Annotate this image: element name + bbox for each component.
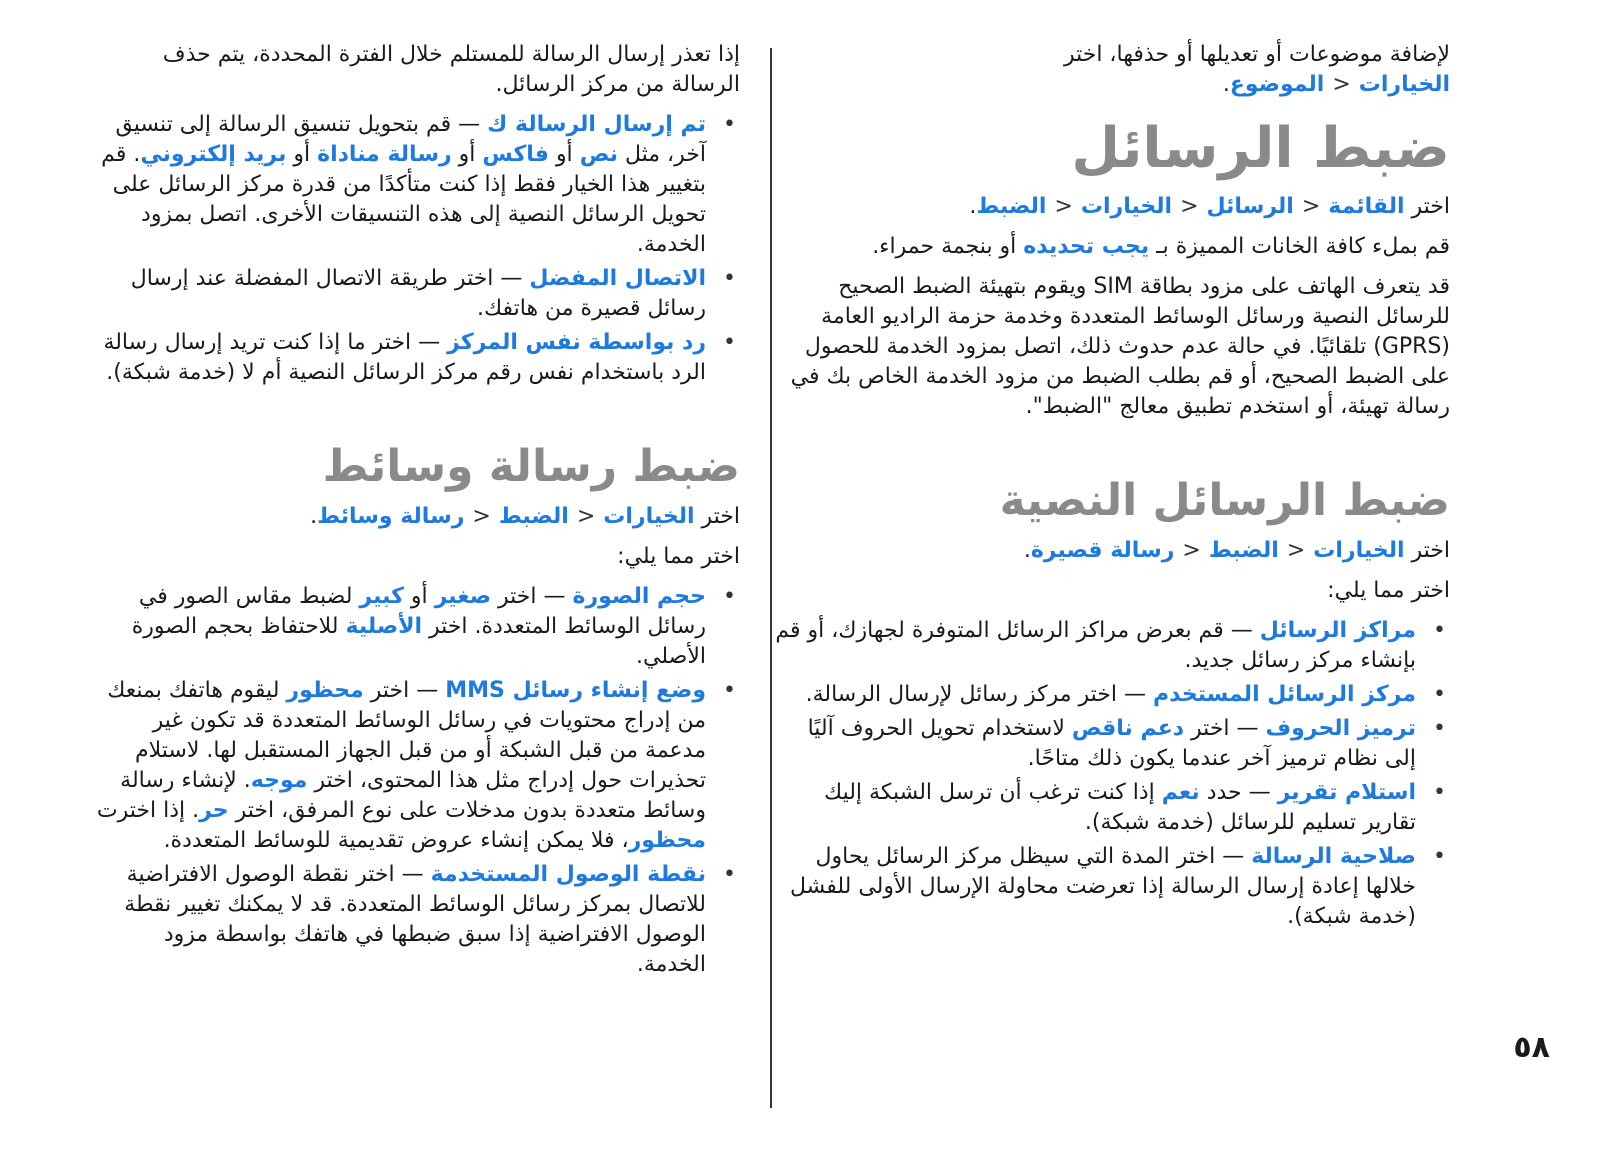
- nav-path: اختر الخيارات<الضبط<رسالة وسائط.: [310, 504, 740, 529]
- mms-settings-list: [90, 582, 740, 980]
- menu-path-theme: الموضوع: [1229, 72, 1325, 97]
- column-divider: [770, 48, 772, 1108]
- text-settings-list: [770, 616, 1450, 932]
- list-item: • وضع إنشاء رسائل MMS — اختر محظور ليقوم هاتفك بمنعك من إدراج محتويات في رسائل الوسائط المتعددة قد تكون غير مدعمة من قبل الشبكة أو من قبل الجهاز المستقبل لها. لاستلام تحذيرات حول إدراج مثل هذا المحتوى، اختر موجه. لإنشاء رسالة وسائط متعددة بدون مدخلات على نوع المرفق، اختر حر. إذا اخترت محظور، فلا يمكن إنشاء عروض تقديمية للوسائط المتعددة.: [90, 676, 706, 856]
- choose-label: اختر مما يلي:: [617, 544, 740, 569]
- nav-path: اختر الخيارات<الضبط<رسالة قصيرة.: [1023, 538, 1450, 563]
- list-item: • مركز الرسائل المستخدم — اختر مركز رسائل لإرسال الرسالة.: [770, 680, 1416, 710]
- section-heading-text-settings: ضبط الرسائل النصية: [999, 475, 1450, 526]
- list-item: • تم إرسال الرسالة ك — قم بتحويل تنسيق الرسالة إلى تنسيق آخر، مثل نص أو فاكس أو رسالة مناداة أو بريد إلكتروني. قم بتغيير هذا الخيار فقط إذا كنت متأكدًا من قدرة مركز الرسائل على تحويل الرسائل النصية إلى هذه التنسيقات الأخرى. اتصل بمزود الخدمة.: [90, 110, 706, 260]
- list-item: • حجم الصورة — اختر صغير أو كبير لضبط مقاس الصور في رسائل الوسائط المتعددة. اختر الأصلية للاحتفاظ بحجم الصورة الأصلي.: [90, 582, 706, 672]
- nav-path: اختر القائمة<الرسائل<الخيارات<الضبط.: [969, 194, 1450, 219]
- intro-paragraph: لإضافة موضوعات أو تعديلها أو حذفها، اختر الخيارات<الموضوع.: [1063, 42, 1450, 97]
- page-number: ٥٨: [1513, 1030, 1550, 1065]
- required-fields-note: قم بملء كافة الخانات المميزة بـ يجب تحديده أو بنجمة حمراء.: [872, 234, 1450, 259]
- left-column: [90, 40, 770, 984]
- continuation-paragraph: إذا تعذر إرسال الرسالة للمستلم خلال الفترة المحددة، يتم حذف الرسالة من مركز الرسائل.: [162, 42, 740, 97]
- menu-path-messages: الرسائل: [1206, 194, 1294, 219]
- list-item: • صلاحية الرسالة — اختر المدة التي سيظل مركز الرسائل يحاول خلالها إعادة إرسال الرسالة إذا تعرضت محاولة الإرسال الأولى للفشل (خدمة شبكة).: [770, 842, 1416, 932]
- section-heading-message-settings: ضبط الرسائل: [1071, 116, 1450, 181]
- path-separator: <: [1332, 72, 1351, 97]
- choose-label: اختر مما يلي:: [1327, 578, 1450, 603]
- menu-path-menu: القائمة: [1328, 194, 1405, 219]
- list-item: • استلام تقرير — حدد نعم إذا كنت ترغب أن ترسل الشبكة إليك تقارير تسليم للرسائل (خدمة شبكة).: [770, 778, 1416, 838]
- menu-path-options: الخيارات: [1080, 194, 1173, 219]
- list-item: • نقطة الوصول المستخدمة — اختر نقطة الوصول الافتراضية للاتصال بمركز رسائل الوسائط المتعددة. قد لا يمكنك تغيير نقطة الوصول الافتراضية إذا سبق ضبطها في هاتفك بواسطة مزود الخدمة.: [90, 860, 706, 980]
- list-item: • الاتصال المفضل — اختر طريقة الاتصال المفضلة عند إرسال رسائل قصيرة من هاتفك.: [90, 264, 706, 324]
- right-column: [770, 40, 1450, 936]
- text-settings-list-continued: [90, 110, 740, 388]
- sim-config-paragraph: قد يتعرف الهاتف على مزود بطاقة SIM ويقوم بتهيئة الضبط الصحيح للرسائل النصية ورسائل الوسائط المتعددة وخدمة حزمة الراديو العامة (GPRS) تلقائيًا. في حالة عدم حدوث ذلك، اتصل بمزود الخدمة للحصول على الضبط الصحيح، أو قم بطلب الضبط من مزود الخدمة الخاص بك في رسالة تهيئة، أو استخدم تطبيق معالج "الضبط".: [790, 274, 1450, 419]
- list-item: • ترميز الحروف — اختر دعم ناقص لاستخدام تحويل الحروف آليًا إلى نظام ترميز آخر عندما يكون ذلك متاحًا.: [770, 714, 1416, 774]
- list-item: • مراكز الرسائل — قم بعرض مراكز الرسائل المتوفرة لجهازك، أو قم بإنشاء مركز رسائل جديد.: [770, 616, 1416, 676]
- menu-path-settings: الضبط: [976, 194, 1047, 219]
- list-item: • رد بواسطة نفس المركز — اختر ما إذا كنت تريد إرسال رسالة الرد باستخدام نفس رقم مركز الرسائل النصية أم لا (خدمة شبكة).: [90, 328, 706, 388]
- menu-path-options: الخيارات: [1358, 72, 1450, 97]
- section-heading-mms-settings: ضبط رسالة وسائط: [322, 441, 740, 492]
